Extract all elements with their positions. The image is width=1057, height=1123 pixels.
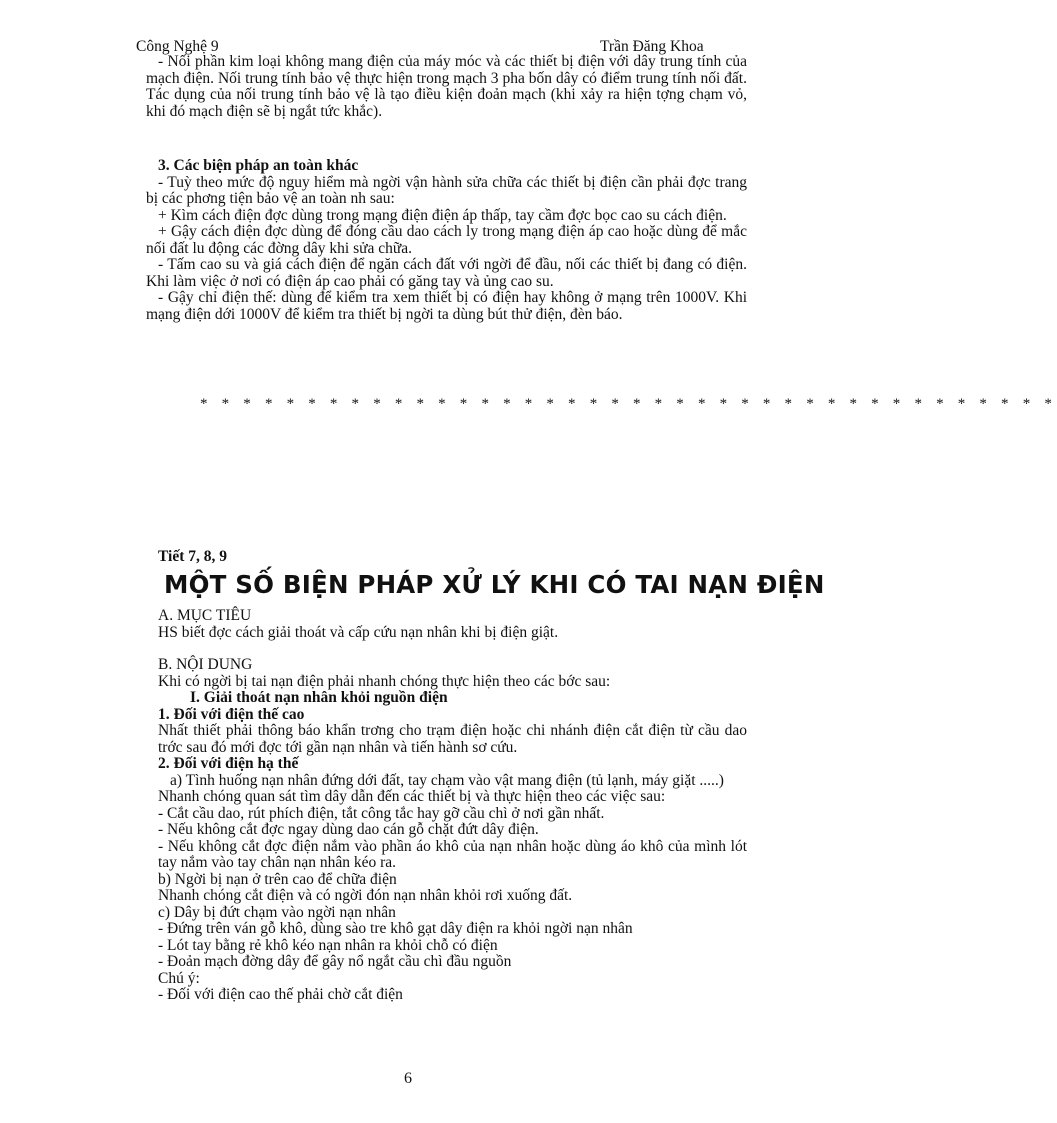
item2-line: Nhanh chóng cắt điện và có ngời đón nạn nhân khỏi rơi xuống đất. xyxy=(158,887,573,904)
item2-line: - Cắt cầu dao, rút phích điện, tắt công tắc hay gỡ cầu chì ở nơi gần nhất. xyxy=(158,804,605,822)
part-b xyxy=(158,657,747,1004)
top-paragraph-block xyxy=(146,54,747,120)
section-heading: 3. Các biện pháp an toàn khác xyxy=(158,157,359,174)
part-b-heading: B. NỘI DUNG xyxy=(158,656,253,673)
part-b-subheading: I. Giải thoát nạn nhân khỏi nguồn điện xyxy=(190,689,448,706)
paragraph: + Kìm cách điện đợc dùng trong mạng điện điện áp thấp, tay cầm đợc bọc cao su cách điện. xyxy=(158,206,727,224)
paragraph: - Tấm cao su và giá cách điện để ngăn cách đất với ngời để đầu, nối các thiết bị đang có điện. Khi làm việc ở nơi có điện áp cao phải có găng tay và ủng cao su. xyxy=(146,256,747,290)
item2-line: - Đứng trên ván gỗ khô, dùng sào tre khô gạt dây điện ra khỏi ngời nạn nhân xyxy=(158,920,633,937)
item1-heading: 1. Đối với điện thế cao xyxy=(158,705,305,723)
part-a-text: HS biết đợc cách giải thoát và cấp cứu nạn nhân khi bị điện giật. xyxy=(158,623,559,641)
part-b-intro: Khi có ngời bị tai nạn điện phải nhanh chóng thực hiện theo các bớc sau: xyxy=(158,672,611,690)
item2-line: - Lót tay bằng rẻ khô kéo nạn nhân ra khỏi chỗ có điện xyxy=(158,936,498,954)
item2-line: c) Dây bị đứt chạm vào ngời nạn nhân xyxy=(158,903,396,921)
part-a-heading: A. MỤC TIÊU xyxy=(158,607,252,624)
part-a xyxy=(158,608,747,641)
item2-line: Nhanh chóng quan sát tìm dây dẫn đến các thiết bị và thực hiện theo các việc sau: xyxy=(158,788,666,805)
item2-line: - Đoản mạch đờng dây để gây nổ ngắt cầu chì đầu nguồn xyxy=(158,953,512,970)
paragraph: - Tuỳ theo mức độ nguy hiểm mà ngời vận hành sửa chữa các thiết bị điện cần phải đợc trang bị các phơng tiện bảo vệ an toàn nh sau: xyxy=(146,173,747,207)
star-separator: * * * * * * * * * * * * * * * * * * * * * * * * * * * * * * * * * * * * * * * * xyxy=(200,396,1057,412)
page-title: MỘT SỐ BIỆN PHÁP XỬ LÝ KHI CÓ TAI NẠN ĐIỆN xyxy=(164,570,825,599)
item2-line: - Đối với điện cao thế phải chờ cắt điện xyxy=(158,986,403,1003)
lesson-number: Tiết 7, 8, 9 xyxy=(158,548,228,565)
paragraph: - Nối phần kim loại không mang điện của máy móc và các thiết bị điện với dây trung tính của mạch điện. Nối trung tính bảo vệ thực hiện trong mạch 3 pha bốn dây có điểm trung tính nối đất. Tác dụng của nối trung tính bảo vệ là tạo điều kiện đoản mạch (khi xảy ra hiện tợng chạm vỏ, khi đó mạch điện sẽ bị ngắt tức khắc). xyxy=(146,53,747,120)
paragraph: - Gậy chỉ điện thế: dùng để kiểm tra xem thiết bị có điện hay không ở mạng trên 1000V. Khi mạng điện dới 1000V để kiểm tra thiết bị ngời ta dùng bút thử điện, đèn báo. xyxy=(146,289,747,323)
item2-line: a) Tình huống nạn nhân đứng dới đất, tay chạm vào vật mang điện (tủ lạnh, máy giặt .....) xyxy=(170,771,724,789)
item2-heading: 2. Đối với điện hạ thế xyxy=(158,755,299,772)
item2-line: b) Ngời bị nạn ở trên cao để chữa điện xyxy=(158,870,397,888)
header-author: Trần Đăng Khoa xyxy=(600,38,704,55)
paragraph: + Gậy cách điện đợc dùng để đóng cầu dao cách ly trong mạng điện áp cao hoặc dùng để mắc nối đất lu động các đờng dây khi sửa chữa. xyxy=(146,223,747,257)
item1-text: Nhất thiết phải thông báo khẩn trơng cho trạm điện hoặc chi nhánh điện cắt điện từ cầu dao trớc sau đó mới đợc tới gần nạn nhân và tiến hành sơ cứu. xyxy=(158,722,747,756)
item2-line: - Nếu không cắt đợc ngay dùng dao cán gỗ chặt đứt dây điện. xyxy=(158,821,539,838)
item2-line: - Nếu không cắt đợc điện nắm vào phần áo khô của nạn nhân hoặc dùng áo khô của mình lót tay nắm vào tay chân nạn nhân kéo ra. xyxy=(158,837,747,871)
page-number: 6 xyxy=(404,1070,412,1087)
header-subject: Công Nghệ 9 xyxy=(136,38,219,55)
item2-line: Chú ý: xyxy=(158,969,200,987)
section-3 xyxy=(146,158,747,323)
